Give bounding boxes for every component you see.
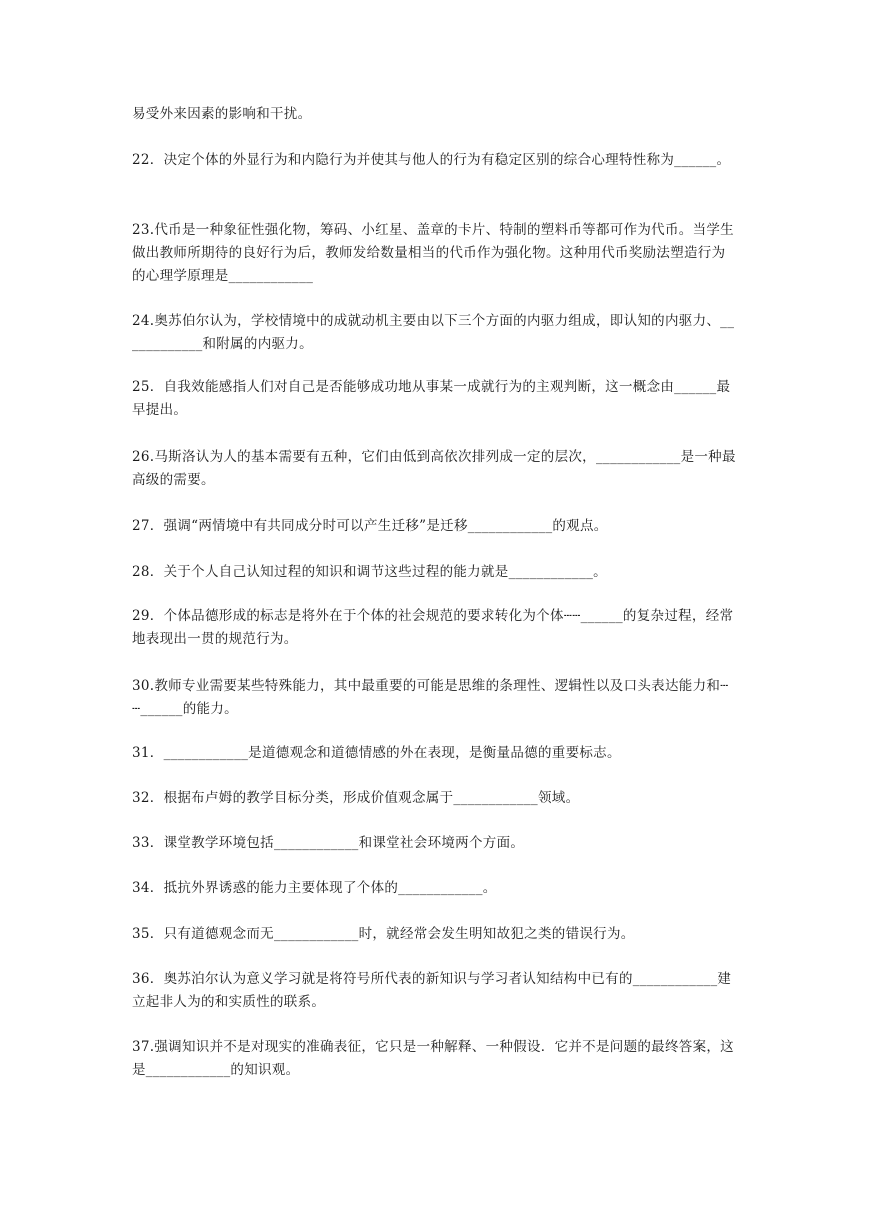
question-29: 29．个体品德形成的标志是将外在于个体的社会规范的要求转化为个体┄┄______的复杂过程，经常地表现出一贯的规范行为。 [132,608,734,647]
question-23: 23.代币是一种象征性强化物，筹码、小红星、盖章的卡片、特制的塑料币等都可作为代币。当学生做出教师所期待的良好行为后，教师发给数量相当的代币作为强化物。这种用代币奖励法塑造行为的心理学原理是____________ [132,222,734,284]
question-34: 34．抵抗外界诱惑的能力主要体现了个体的____________。 [132,880,497,896]
question-26: 26.马斯洛认为人的基本需要有五种，它们由低到高依次排列成一定的层次，____________是一种最高级的需要。 [132,449,736,488]
question-27: 27．强调“两情境中有共同成分时可以产生迁移”是迁移____________的观点。 [132,518,608,534]
question-24: 24.奥苏伯尔认为，学校情境中的成就动机主要由以下三个方面的内驱力组成，即认知的内驱力、____________和附属的内驱力。 [132,313,735,352]
question-30: 30.教师专业需要某些特殊能力，其中最重要的可能是思维的条理性、逻辑性以及口头表达能力和┄┄______的能力。 [132,678,729,717]
question-28: 28．关于个人自己认知过程的知识和调节这些过程的能力就是____________。 [132,564,607,580]
question-33: 33．课堂教学环境包括____________和课堂社会环境两个方面。 [132,835,525,851]
question-25: 25．自我效能感指人们对自己是否能够成功地从事某一成就行为的主观判断，这一概念由______最早提出。 [132,379,731,418]
question-31: 31．____________是道德观念和道德情感的外在表现，是衡量品德的重要标志。 [132,745,621,761]
question-35: 35．只有道德观念而无____________时，就经常会发生明知故犯之类的错误行为。 [132,926,635,942]
paragraph-continuation: 易受外来因素的影响和干扰。 [132,106,312,122]
question-37: 37.强调知识并不是对现实的准确表征，它只是一种解释、一种假设．它并不是问题的最终答案，这是____________的知识观。 [132,1039,734,1078]
question-36: 36．奥苏泊尔认为意义学习就是将符号所代表的新知识与学习者认知结构中已有的____________建立起非人为的和实质性的联系。 [132,971,732,1010]
question-22: 22．决定个体的外显行为和内隐行为并使其与他人的行为有稳定区别的综合心理特性称为______。 [132,152,731,168]
question-32: 32．根据布卢姆的教学目标分类，形成价值观念属于____________领域。 [132,790,580,806]
